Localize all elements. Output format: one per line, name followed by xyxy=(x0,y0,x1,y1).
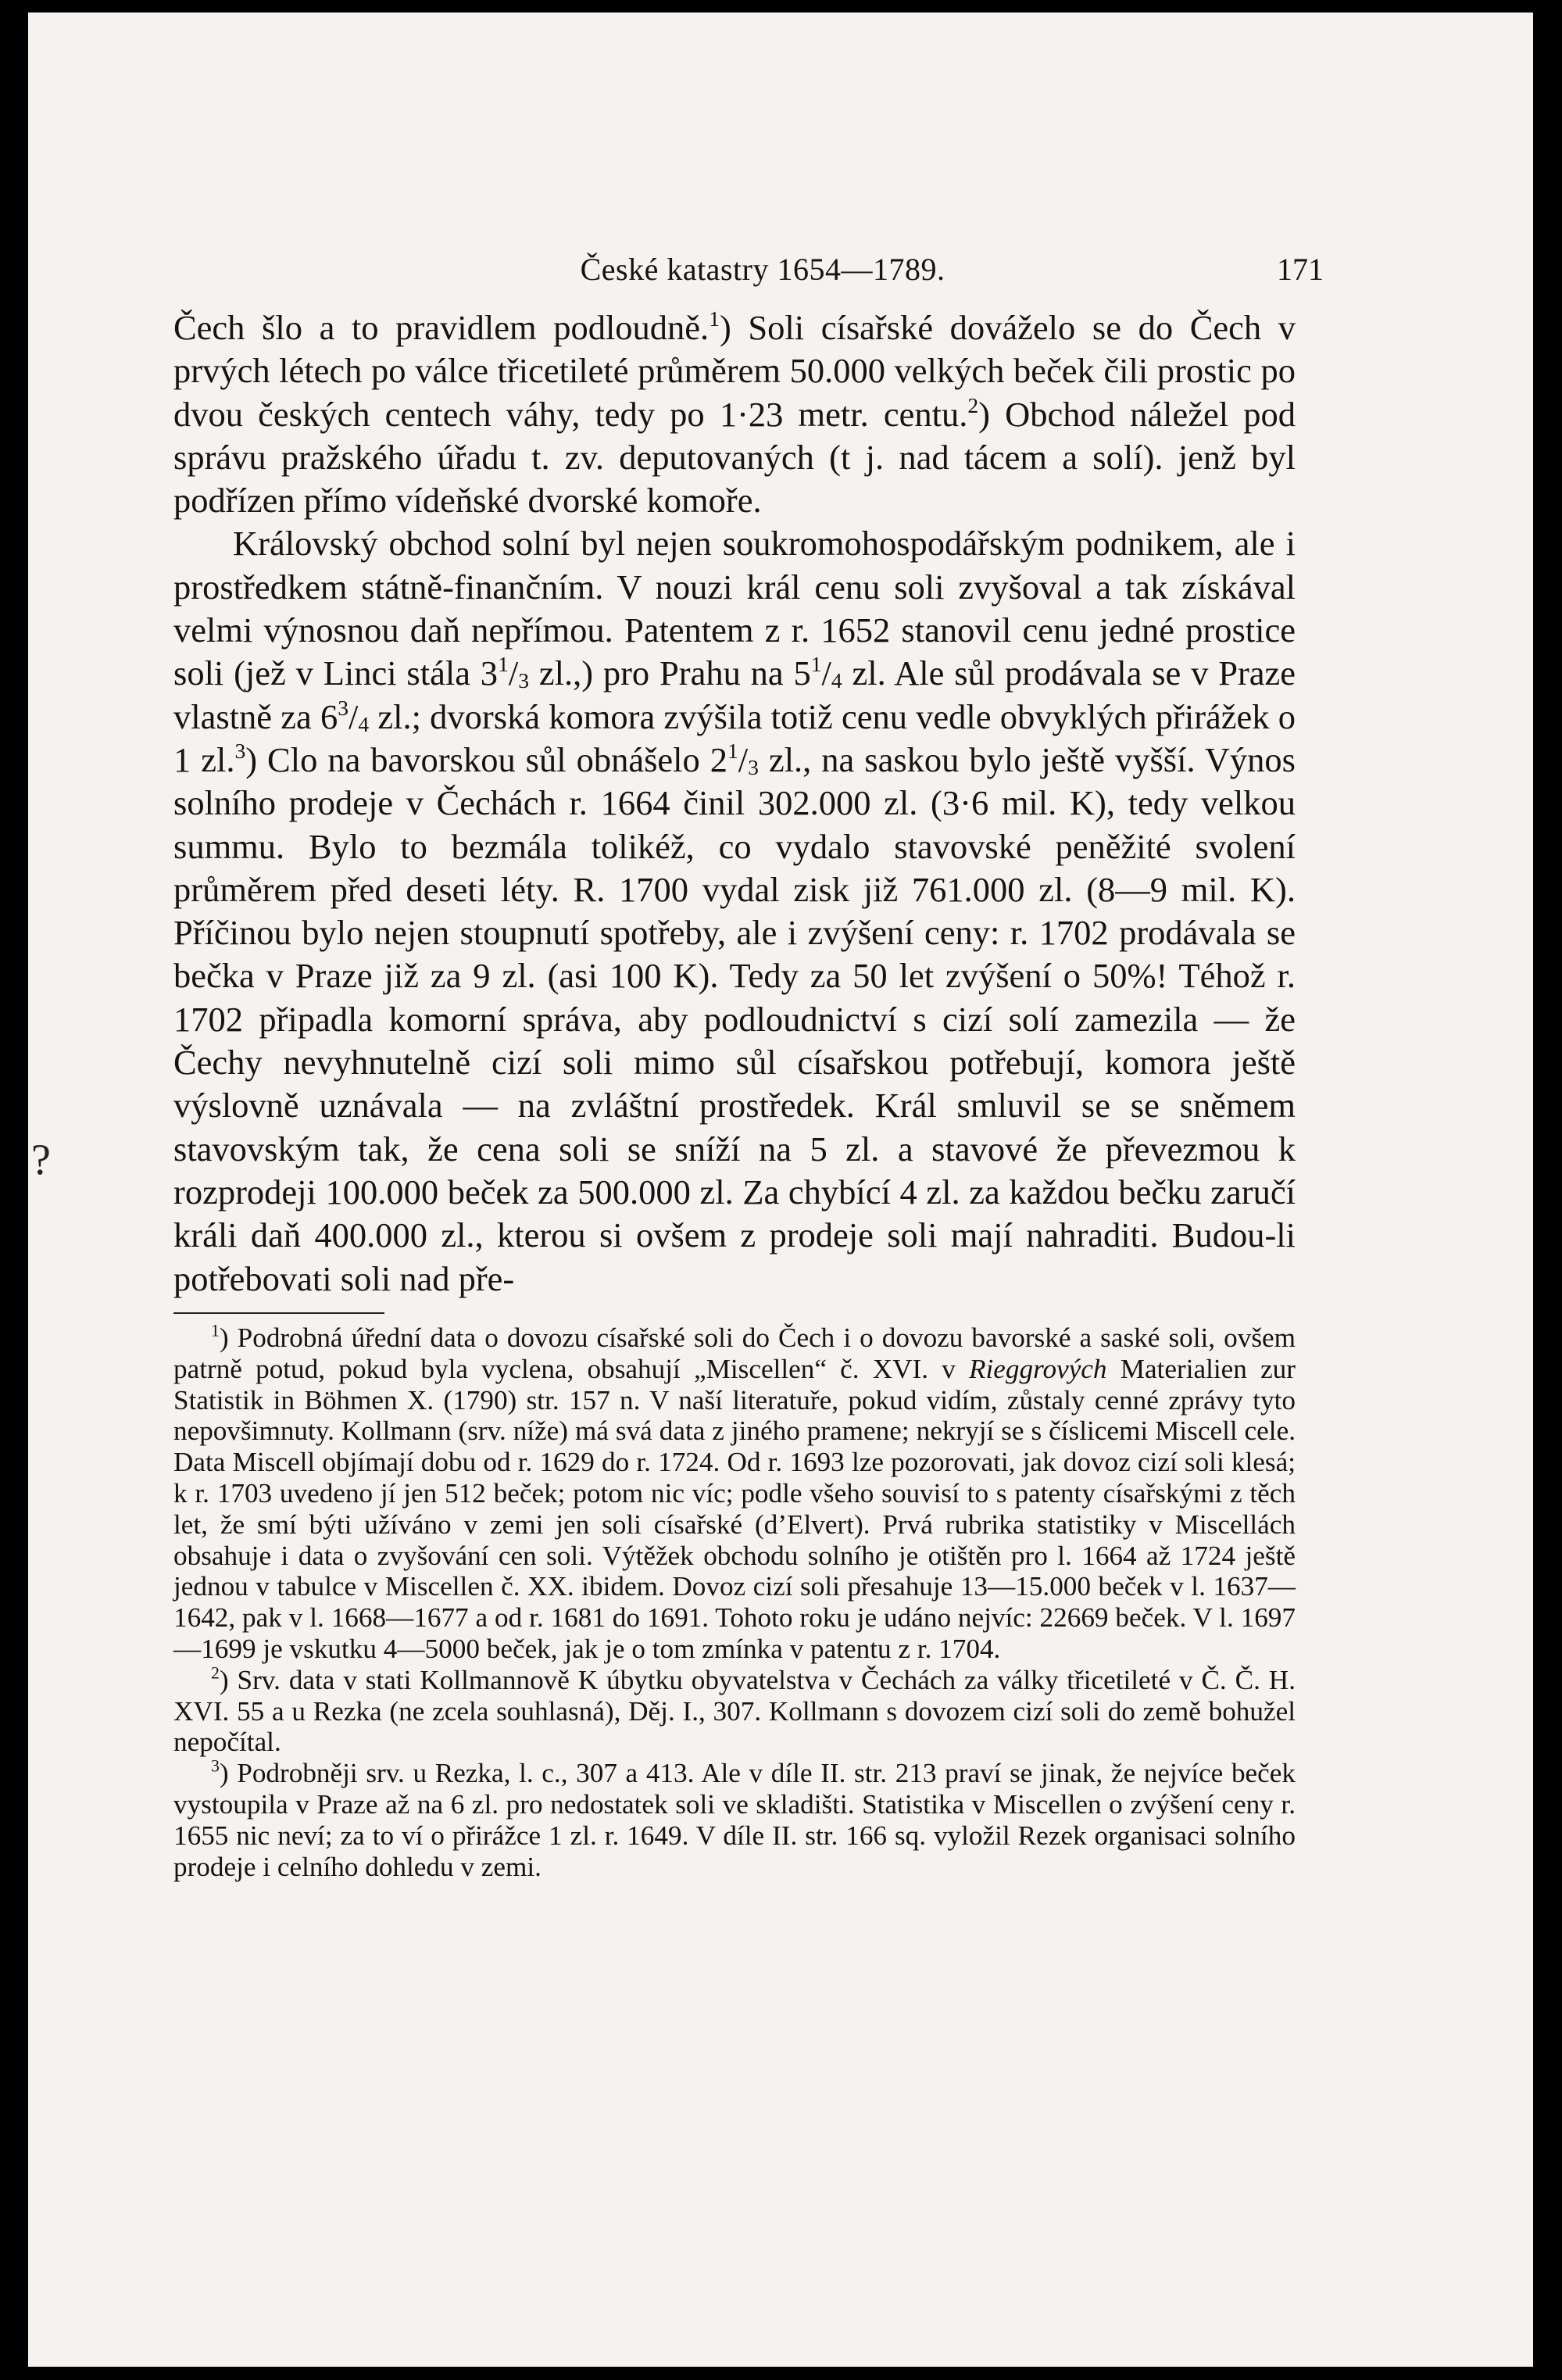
footnote-divider xyxy=(173,1312,384,1314)
footnote-mark: 1 xyxy=(211,1321,220,1340)
text-run: ) Obchod náležel pod správu pražského úřadu t. zv. deputovaných (t j. nad tácem a solí). jenž byl podřízen přímo vídeňské dvorské komoře. xyxy=(173,394,1296,521)
main-text xyxy=(173,306,1296,1301)
margin-mark: ? xyxy=(31,1136,51,1184)
text-run: ) Podrobněji srv. u Rezka, l. c., 307 a 413. Ale v díle II. str. 213 praví se jinak, že nejvíce beček vystoupila v Praze až na 6 zl. pro nedostatek soli ve skladišti. Statistika v Miscellen o zvýšení ceny r. 1655 nic neví; za to ví o přirážce 1 zl. r. 1649. V díle II. str. 166 sq. vyložil Rezek organisaci solního prodeje i celního dohledu v zemi. xyxy=(173,1758,1296,1882)
footnote-2 xyxy=(173,1665,1296,1758)
fraction-denominator: 3 xyxy=(748,755,759,780)
paragraph xyxy=(173,306,1296,522)
footnotes xyxy=(173,1322,1296,1882)
footnote-ref: 2 xyxy=(967,392,979,417)
footnote-3 xyxy=(173,1758,1296,1882)
page-number: 171 xyxy=(1277,252,1324,287)
text-run: Materialien zur Statistik in Böhmen X. (1790) str. 157 n. V naší literatuře, pokud vidím, zůstaly cenné zprávy tyto nepovšimnuty. Kollmann (srv. níže) má svá data z jiného pramene; nekryjí se s číslicemi Miscell cele. Data Miscell objímají dobu od r. 1629 do r. 1724. Od r. 1693 lze pozorovati, jak dovoz cizí soli klesá; k r. 1703 uvedeno jí jen 512 beček; potom nic víc; podle všeho souvisí to s patenty císařskými z těch let, že smí býti užíváno v zemi jen soli císařské (d’Elvert). Prvá rubrika statistiky v Miscellách obsahuje i data o zvyšování cen soli. Výtěžek obchodu solního je otištěn pro l. 1664 až 1724 ještě jednou v tabulce v Miscellen č. XX. ibidem. Dovoz cizí soli přesahuje 13—15.000 beček v l. 1637—1642, pak v l. 1668—1677 a od r. 1681 do 1691. Tohoto roku je udáno nejvíc: 22669 beček. V l. 1697—1699 je vskutku 4—5000 beček, jak je o tom zmínka v patentu z r. 1704. xyxy=(173,1353,1296,1664)
fraction-denominator: 4 xyxy=(358,711,370,736)
text-run: Královský obchod solní byl nejen soukromohospodářským podnikem, ale i prostředkem státně-finančním. V nouzi král cenu soli zvyšoval a tak získával velmi výnosnou daň nepřímou. Patentem z r. 1652 stanovil cenu jedné prostice soli (jež v Linci stála 3 xyxy=(173,524,1296,693)
text-run: ) Clo na bavorskou sůl obnášelo 2 xyxy=(245,739,727,779)
fraction-numerator: 1 xyxy=(727,738,738,763)
footnote-ref: 1 xyxy=(709,306,720,331)
footnote-mark: 2 xyxy=(211,1663,220,1683)
fraction-slash: / xyxy=(349,696,359,736)
fraction-denominator: 3 xyxy=(518,668,530,693)
text-run: ) Srv. data v stati Kollmannově K úbytku obyvatelstva v Čechách za války třicetileté v Č. Č. H. XVI. 55 a u Rezka (ne zcela souhlasná), Děj. I., 307. Kollmann s dovozem cizí soli do země bohužel nepočítal. xyxy=(173,1664,1296,1758)
running-title: České katastry 1654—1789. xyxy=(580,252,945,287)
fraction-numerator: 1 xyxy=(810,652,822,677)
footnote-1 xyxy=(173,1322,1296,1665)
fraction-slash: / xyxy=(821,653,831,693)
text-run: Čech šlo a to pravidlem podloudně. xyxy=(173,308,710,347)
fraction-numerator: 3 xyxy=(338,695,349,720)
page-header xyxy=(202,251,1324,298)
fraction-denominator: 4 xyxy=(831,668,842,693)
paragraph xyxy=(173,522,1296,1300)
text-run: ) Podrobná úřední data o dovozu císařské soli do Čech i o dovozu bavorské a saské soli, ovšem patrně potud, pokud byla vyclena, obsahují „Miscellen“ č. XVI. v xyxy=(173,1322,1296,1384)
fraction-slash: / xyxy=(508,653,519,693)
text-run: zl., na saskou bylo ještě vyšší. Výnos solního prodeje v Čechách r. 1664 činil 302.000 zl. (3·6 mil. K), tedy velkou summu. Bylo to bezmála tolikéž, co vydalo stavovské peněžité svolení průměrem před deseti léty. R. 1700 vydal zisk již 761.000 zl. (8—9 mil. K). Příčinou bylo nejen stoupnutí spotřeby, ale i zvýšení ceny: r. 1702 prodávala se bečka v Praze již za 9 zl. (asi 100 K). Tedy za 50 let zvýšení o 50%! Téhož r. 1702 připadla komorní správa, aby podloudnictví s cizí solí zamezila — že Čechy nevyhnutelně cizí soli mimo sůl císařskou potřebují, komora ještě výslovně uznávala — na zvláštní prostředek. Král smluvil se se sněmem stavovským tak, že cena soli se sníží na 5 zl. a stavové že převezmou k rozprodeji 100.000 beček za 500.000 zl. Za chybící 4 zl. za každou bečku zaručí králi daň 400.000 zl., kterou si ovšem z prodeje soli mají nahraditi. Budou-li potřebovati soli nad pře- xyxy=(173,739,1296,1298)
footnote-mark: 3 xyxy=(211,1756,220,1776)
text-run: ) Soli císařské dováželo se do Čech v prvých létech po válce třicetileté průměrem 50.000 velkých beček čili prostic po dvou českých centech váhy, tedy po 1·23 metr. centu. xyxy=(173,308,1296,434)
text-run: zl.,) pro Prahu na 5 xyxy=(529,653,811,693)
footnote-ref: 3 xyxy=(234,738,246,763)
text-run: zl. Ale sůl prodávala se v Praze vlastně za 6 xyxy=(173,653,1296,736)
text-run: zl.; dvorská komora zvýšila totiž cenu vedle obvyklých přirážek o 1 zl. xyxy=(173,696,1296,779)
fraction-slash: / xyxy=(738,739,749,779)
fraction-numerator: 1 xyxy=(498,652,509,677)
italic-name: Rieggrových xyxy=(969,1353,1107,1384)
